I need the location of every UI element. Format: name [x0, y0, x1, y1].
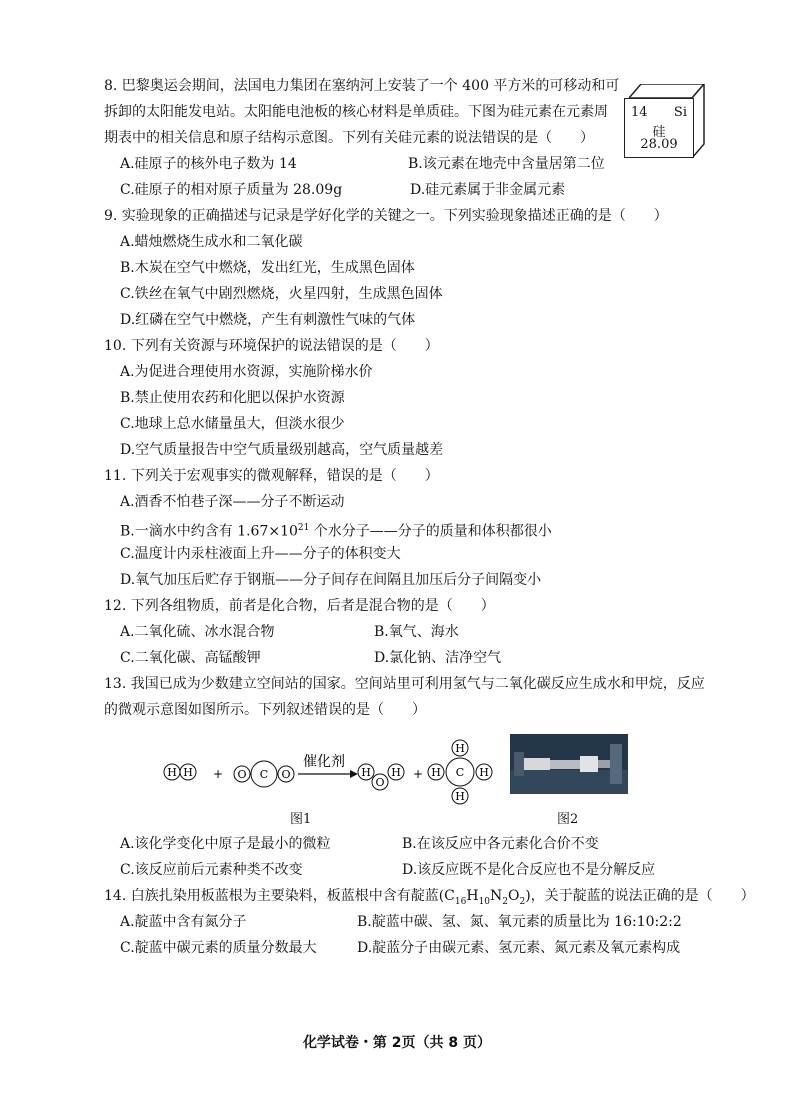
subscript: 10 [478, 896, 491, 907]
q13-option-d: D.该反应既不是化合反应也不是分解反应 [402, 862, 656, 878]
formula-o: O [508, 888, 520, 904]
plus-sign: + [212, 767, 224, 781]
formula-n: N [490, 888, 503, 904]
q10-option-d: D.空气质量报告中空气质量级别越高，空气质量越差 [120, 442, 444, 458]
q8-stem-line3: 期表中的相关信息和原子结构示意图。下列有关硅元素的说法错误的是（ ） [104, 130, 594, 146]
figure-2-caption: 图2 [557, 812, 579, 827]
q14-option-a: A.靛蓝中含有氮分子 [120, 914, 247, 930]
water-molecule [358, 764, 404, 790]
q11-option-b-exponent: 21 [297, 523, 310, 533]
subscript: 2 [519, 896, 526, 907]
carbon-dioxide-molecule [234, 761, 294, 787]
q14-stem-post: )，关于靛蓝的说法正确的是（ ） [525, 888, 755, 904]
q13-option-b: B.在该反应中各元素化合价不变 [402, 836, 599, 852]
q13-stem-line1: 13. 我国已成为少数建立空间站的国家。空间站里可利用氢气与二氧化碳反应生成水和甲烷，反应 [104, 676, 705, 692]
atomic-number: 14 [631, 105, 648, 120]
element-name: 硅 [652, 125, 666, 140]
q14-option-d: D.靛蓝分子由碳元素、氢元素、氮元素及氧元素构成 [357, 940, 681, 956]
q14-option-c: C.靛蓝中碳元素的质量分数最大 [120, 940, 317, 956]
q9-option-b: B.木炭在空气中燃烧，发出红光，生成黑色固体 [120, 260, 415, 276]
atom-h: H [431, 766, 441, 779]
q14-stem-pre: 14. 白族扎染用板蓝根为主要染料，板蓝根中含有靛蓝(C [104, 888, 455, 904]
atom-o: O [281, 768, 291, 781]
hydrogen-molecule [164, 764, 196, 780]
q13-option-a: A.该化学变化中原子是最小的微粒 [120, 836, 331, 852]
q13-option-c: C.该反应前后元素种类不改变 [120, 862, 303, 878]
atom-c: C [455, 766, 465, 779]
q11-option-c: C.温度计内汞柱液面上升——分子的体积变大 [120, 546, 401, 562]
atom-h: H [455, 742, 465, 755]
q12-option-c: C.二氧化碳、高锰酸钾 [120, 650, 261, 666]
reaction-diagram [160, 734, 500, 806]
q11-stem: 11. 下列关于宏观事实的微观解释，错误的是（ ） [104, 468, 439, 484]
page-footer: 化学试卷・第 2页（共 8 页） [302, 1035, 492, 1051]
q14-option-b: B.靛蓝中碳、氢、氮、氧元素的质量比为 16:10:2:2 [357, 914, 682, 930]
q10-option-a: A.为促进合理使用水资源，实施阶梯水价 [120, 364, 373, 380]
q14-stem [104, 886, 755, 912]
periodic-cell-side-face [692, 84, 706, 158]
subscript: 16 [454, 896, 467, 907]
q12-option-d: D.氯化钠、洁净空气 [374, 650, 502, 666]
atom-h: H [167, 766, 177, 779]
q11-option-b-pre: B.一滴水中约含有 1.67×10 [120, 523, 298, 540]
atom-c: C [259, 768, 269, 781]
catalyst-label: 催化剂 [303, 754, 345, 770]
q12-stem: 12. 下列各组物质，前者是化合物，后者是混合物的是（ ） [104, 598, 495, 614]
q12-option-b: B.氧气、海水 [374, 624, 459, 640]
periodic-table-cell [624, 98, 694, 158]
element-symbol: Si [673, 105, 687, 120]
atom-o: O [375, 776, 385, 789]
atom-h: H [455, 790, 465, 803]
q11-option-d: D.氧气加压后贮存于钢瓶——分子间存在间隔且加压后分子间隔变小 [120, 572, 542, 588]
q8-option-c: C.硅原子的相对原子质量为 28.09g [120, 182, 343, 198]
q11-option-b-post: 个水分子——分子的质量和体积都很小 [309, 523, 552, 540]
figure-1-caption: 图1 [290, 812, 312, 827]
q9-option-c: C.铁丝在氧气中剧烈燃烧，火星四射，生成黑色固体 [120, 286, 443, 302]
atom-o: O [237, 768, 247, 781]
q11-option-b [120, 518, 552, 542]
q8-option-d: D.硅元素属于非金属元素 [410, 182, 566, 198]
methane-molecule [428, 740, 492, 804]
q11-option-a: A.酒香不怕巷子深——分子不断运动 [120, 494, 345, 510]
subscript: 2 [502, 896, 508, 907]
q13-stem-line2: 的微观示意图如图所示。下列叙述错误的是（ ） [104, 702, 426, 718]
q8-stem-line2: 拆卸的太阳能发电站。太阳能电池板的核心材料是单质硅。下图为硅元素在元素周 [104, 104, 608, 120]
q8-option-a: A.硅原子的核外电子数为 14 [120, 156, 297, 172]
q10-option-c: C.地球上总水储量虽大，但淡水很少 [120, 416, 345, 432]
q12-option-a: A.二氧化硫、冰水混合物 [120, 624, 275, 640]
q9-option-a: A.蜡烛燃烧生成水和二氧化碳 [120, 234, 303, 250]
q9-stem: 9. 实验现象的正确描述与记录是学好化学的关键之一。下列实验现象描述正确的是（ ） [104, 208, 668, 224]
q8-option-b: B.该元素在地壳中含量居第二位 [408, 156, 605, 172]
atomic-mass: 28.09 [640, 137, 678, 152]
atom-h: H [361, 766, 371, 779]
q10-stem: 10. 下列有关资源与环境保护的说法错误的是（ ） [104, 338, 439, 354]
space-station-photo [510, 734, 628, 794]
atom-h: H [479, 766, 489, 779]
q10-option-b: B.禁止使用农药和化肥以保护水资源 [120, 390, 345, 406]
formula-h: H [466, 888, 479, 904]
atom-h: H [183, 766, 193, 779]
q9-option-d: D.红磷在空气中燃烧，产生有刺激性气味的气体 [120, 312, 416, 328]
q8-stem-line1: 8. 巴黎奥运会期间，法国电力集团在塞纳河上安装了一个 400 平方米的可移动和可 [104, 78, 620, 94]
atom-h: H [391, 766, 401, 779]
plus-sign: + [412, 767, 424, 781]
